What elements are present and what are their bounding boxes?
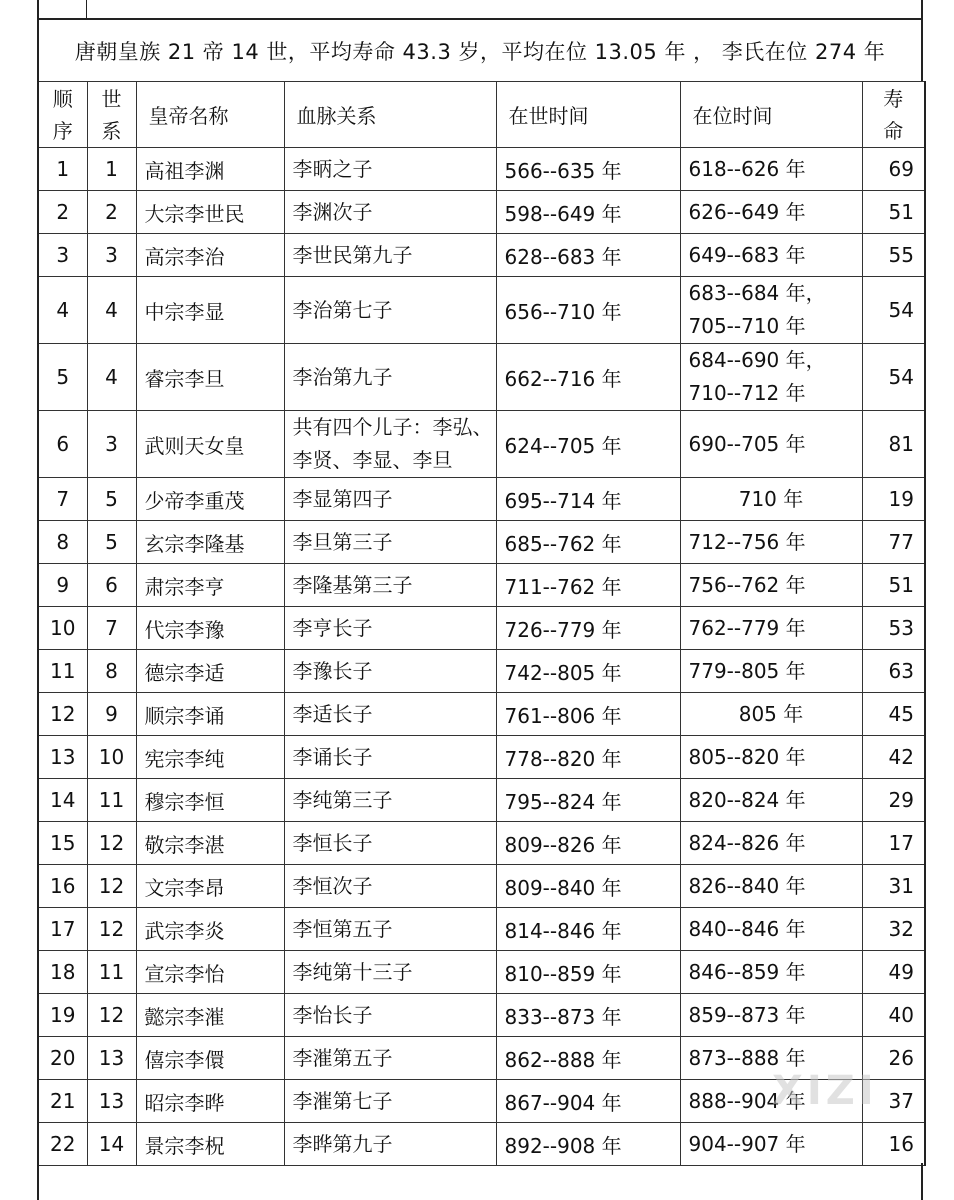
cell-lifespan: 16: [862, 1123, 925, 1166]
cell-lifespan: 54: [862, 277, 925, 344]
cell-lineage: 李漼第七子: [284, 1080, 496, 1123]
cell-lineage: 李显第四子: [284, 478, 496, 521]
cell-emperor-name: 少帝李重茂: [136, 478, 284, 521]
table-row: [38, 607, 925, 650]
cell-generation: 10: [87, 736, 136, 779]
cell-lineage: 李诵长子: [284, 736, 496, 779]
cell-lifetime: 742--805 年: [496, 650, 680, 693]
cell-emperor-name: 景宗李柷: [136, 1123, 284, 1166]
cell-lifetime: 867--904 年: [496, 1080, 680, 1123]
cell-reign: 904--907 年: [680, 1123, 862, 1166]
table-row: [38, 951, 925, 994]
cell-reign: 618--626 年: [680, 148, 862, 191]
cell-emperor-name: 僖宗李儇: [136, 1037, 284, 1080]
header-reign: 在位时间: [680, 82, 862, 148]
cell-lifespan: 69: [862, 148, 925, 191]
cell-lineage: 李纯第十三子: [284, 951, 496, 994]
cell-order: 14: [38, 779, 87, 822]
cell-generation: 4: [87, 344, 136, 411]
cell-generation: 13: [87, 1080, 136, 1123]
cell-lifetime: 726--779 年: [496, 607, 680, 650]
cell-reign: 859--873 年: [680, 994, 862, 1037]
header-lifespan: 寿 命: [862, 82, 925, 148]
cell-emperor-name: 宪宗李纯: [136, 736, 284, 779]
cell-order: 6: [38, 411, 87, 478]
cell-generation: 6: [87, 564, 136, 607]
table-row: [38, 1123, 925, 1166]
cell-generation: 1: [87, 148, 136, 191]
cell-lifetime: 711--762 年: [496, 564, 680, 607]
cell-order: 21: [38, 1080, 87, 1123]
cell-generation: 3: [87, 411, 136, 478]
header-generation: 世 系: [87, 82, 136, 148]
cell-emperor-name: 文宗李昂: [136, 865, 284, 908]
cell-lineage: 李适长子: [284, 693, 496, 736]
cell-lifespan: 45: [862, 693, 925, 736]
cell-lifetime: 624--705 年: [496, 411, 680, 478]
cell-lifetime: 778--820 年: [496, 736, 680, 779]
cell-lifespan: 55: [862, 234, 925, 277]
cell-emperor-name: 大宗李世民: [136, 191, 284, 234]
bottom-table-edge: [37, 1163, 923, 1200]
header-order: 顺 序: [38, 82, 87, 148]
cell-lifespan: 54: [862, 344, 925, 411]
table-row: [38, 822, 925, 865]
table-row: [38, 148, 925, 191]
cell-order: 18: [38, 951, 87, 994]
header-lifetime: 在世时间: [496, 82, 680, 148]
cell-reign: 626--649 年: [680, 191, 862, 234]
cell-emperor-name: 宣宗李怡: [136, 951, 284, 994]
cell-emperor-name: 高宗李治: [136, 234, 284, 277]
cell-order: 12: [38, 693, 87, 736]
cell-reign: 690--705 年: [680, 411, 862, 478]
cell-reign: 826--840 年: [680, 865, 862, 908]
table-row: [38, 779, 925, 822]
cell-emperor-name: 中宗李显: [136, 277, 284, 344]
cell-emperor-name: 德宗李适: [136, 650, 284, 693]
cell-lifespan: 63: [862, 650, 925, 693]
cell-generation: 4: [87, 277, 136, 344]
cell-lineage: 李世民第九子: [284, 234, 496, 277]
cell-lifetime: 862--888 年: [496, 1037, 680, 1080]
cell-lineage: 李昞之子: [284, 148, 496, 191]
cell-lineage: 李晔第九子: [284, 1123, 496, 1166]
cell-emperor-name: 肃宗李亨: [136, 564, 284, 607]
cell-order: 3: [38, 234, 87, 277]
table-row: [38, 564, 925, 607]
watermark: XIZI: [772, 1068, 878, 1114]
cell-lineage: 李豫长子: [284, 650, 496, 693]
cell-order: 20: [38, 1037, 87, 1080]
emperor-table: [37, 81, 926, 1166]
cell-generation: 11: [87, 779, 136, 822]
cell-lineage: 李亨长子: [284, 607, 496, 650]
cell-reign: 820--824 年: [680, 779, 862, 822]
cell-order: 1: [38, 148, 87, 191]
cell-lineage: 李治第七子: [284, 277, 496, 344]
cell-generation: 11: [87, 951, 136, 994]
table-row: [38, 411, 925, 478]
cell-lifespan: 17: [862, 822, 925, 865]
cell-order: 17: [38, 908, 87, 951]
cell-order: 13: [38, 736, 87, 779]
cell-emperor-name: 玄宗李隆基: [136, 521, 284, 564]
cell-lifespan: 26: [862, 1037, 925, 1080]
cell-lifetime: 795--824 年: [496, 779, 680, 822]
cell-lifespan: 37: [862, 1080, 925, 1123]
header-name: 皇帝名称: [136, 82, 284, 148]
table-row: [38, 693, 925, 736]
cell-reign: 649--683 年: [680, 234, 862, 277]
cell-lineage: 李怡长子: [284, 994, 496, 1037]
cell-lifespan: 51: [862, 191, 925, 234]
cell-reign: 756--762 年: [680, 564, 862, 607]
cell-order: 7: [38, 478, 87, 521]
table-row: [38, 478, 925, 521]
cell-emperor-name: 懿宗李漼: [136, 994, 284, 1037]
cell-lifetime: 662--716 年: [496, 344, 680, 411]
table-row: [38, 234, 925, 277]
cell-reign: 684--690 年， 710--712 年: [680, 344, 862, 411]
top-table-edge: [37, 0, 923, 18]
cell-reign: 805--820 年: [680, 736, 862, 779]
cell-generation: 3: [87, 234, 136, 277]
cell-lifespan: 53: [862, 607, 925, 650]
cell-lineage: 李恒长子: [284, 822, 496, 865]
cell-generation: 7: [87, 607, 136, 650]
cell-lifetime: 809--826 年: [496, 822, 680, 865]
cell-order: 11: [38, 650, 87, 693]
cell-lifetime: 598--649 年: [496, 191, 680, 234]
cell-lifespan: 49: [862, 951, 925, 994]
cell-order: 8: [38, 521, 87, 564]
cell-lifetime: 628--683 年: [496, 234, 680, 277]
cell-lineage: 李旦第三子: [284, 521, 496, 564]
table-row: [38, 865, 925, 908]
cell-lifespan: 42: [862, 736, 925, 779]
cell-reign: 873--888 年: [680, 1037, 862, 1080]
cell-lifespan: 81: [862, 411, 925, 478]
table-row: [38, 736, 925, 779]
table-row: [38, 521, 925, 564]
cell-lineage: 李漼第五子: [284, 1037, 496, 1080]
cell-reign: 888--904 年: [680, 1080, 862, 1123]
table-row: [38, 344, 925, 411]
cell-lifespan: 51: [862, 564, 925, 607]
cell-emperor-name: 昭宗李晔: [136, 1080, 284, 1123]
cell-lifetime: 685--762 年: [496, 521, 680, 564]
cell-order: 2: [38, 191, 87, 234]
cell-generation: 9: [87, 693, 136, 736]
cell-lifetime: 566--635 年: [496, 148, 680, 191]
cell-lifespan: 29: [862, 779, 925, 822]
cell-generation: 8: [87, 650, 136, 693]
cell-lifespan: 31: [862, 865, 925, 908]
cell-reign: 710 年: [680, 478, 862, 521]
cell-emperor-name: 穆宗李恒: [136, 779, 284, 822]
cell-generation: 12: [87, 908, 136, 951]
cell-order: 15: [38, 822, 87, 865]
cell-generation: 12: [87, 994, 136, 1037]
cell-lifetime: 656--710 年: [496, 277, 680, 344]
cell-lifespan: 40: [862, 994, 925, 1037]
cell-lifetime: 809--840 年: [496, 865, 680, 908]
cell-reign: 846--859 年: [680, 951, 862, 994]
table-row: [38, 994, 925, 1037]
cell-lifetime: 892--908 年: [496, 1123, 680, 1166]
table-row: [38, 650, 925, 693]
table-row: [38, 908, 925, 951]
cell-lineage: 李恒第五子: [284, 908, 496, 951]
cell-generation: 13: [87, 1037, 136, 1080]
cell-order: 22: [38, 1123, 87, 1166]
cell-order: 9: [38, 564, 87, 607]
cell-emperor-name: 武则天女皇: [136, 411, 284, 478]
cell-lineage: 李治第九子: [284, 344, 496, 411]
cell-order: 16: [38, 865, 87, 908]
cell-emperor-name: 敬宗李湛: [136, 822, 284, 865]
cell-lineage: 李渊次子: [284, 191, 496, 234]
cell-emperor-name: 武宗李炎: [136, 908, 284, 951]
cell-order: 4: [38, 277, 87, 344]
cell-lifespan: 19: [862, 478, 925, 521]
cell-reign: 840--846 年: [680, 908, 862, 951]
cell-lineage: 李隆基第三子: [284, 564, 496, 607]
cell-generation: 14: [87, 1123, 136, 1166]
cell-order: 19: [38, 994, 87, 1037]
cell-lineage: 李纯第三子: [284, 779, 496, 822]
cell-reign: 762--779 年: [680, 607, 862, 650]
cell-reign: 779--805 年: [680, 650, 862, 693]
cell-reign: 824--826 年: [680, 822, 862, 865]
table-row: [38, 277, 925, 344]
cell-lifetime: 695--714 年: [496, 478, 680, 521]
header-row: [38, 82, 925, 148]
cell-lifespan: 32: [862, 908, 925, 951]
cell-order: 5: [38, 344, 87, 411]
cell-emperor-name: 高祖李渊: [136, 148, 284, 191]
table-body: [38, 148, 925, 1166]
cell-reign: 683--684 年， 705--710 年: [680, 277, 862, 344]
cell-lineage: 共有四个儿子：李弘、 李贤、李显、李旦: [284, 411, 496, 478]
cell-lifetime: 814--846 年: [496, 908, 680, 951]
cell-lifetime: 833--873 年: [496, 994, 680, 1037]
cell-lifespan: 77: [862, 521, 925, 564]
cell-reign: 712--756 年: [680, 521, 862, 564]
cell-generation: 5: [87, 478, 136, 521]
cell-reign: 805 年: [680, 693, 862, 736]
cell-emperor-name: 代宗李豫: [136, 607, 284, 650]
table-title: 唐朝皇族 21 帝 14 世，平均寿命 43.3 岁，平均在位 13.05 年 ， 李氏在位 274 年: [37, 18, 923, 82]
cell-generation: 5: [87, 521, 136, 564]
cell-lifetime: 761--806 年: [496, 693, 680, 736]
cell-lineage: 李恒次子: [284, 865, 496, 908]
cell-emperor-name: 睿宗李旦: [136, 344, 284, 411]
header-lineage: 血脉关系: [284, 82, 496, 148]
cell-generation: 12: [87, 822, 136, 865]
table-row: [38, 191, 925, 234]
cell-lifetime: 810--859 年: [496, 951, 680, 994]
cell-generation: 12: [87, 865, 136, 908]
cell-generation: 2: [87, 191, 136, 234]
cell-emperor-name: 顺宗李诵: [136, 693, 284, 736]
cell-order: 10: [38, 607, 87, 650]
